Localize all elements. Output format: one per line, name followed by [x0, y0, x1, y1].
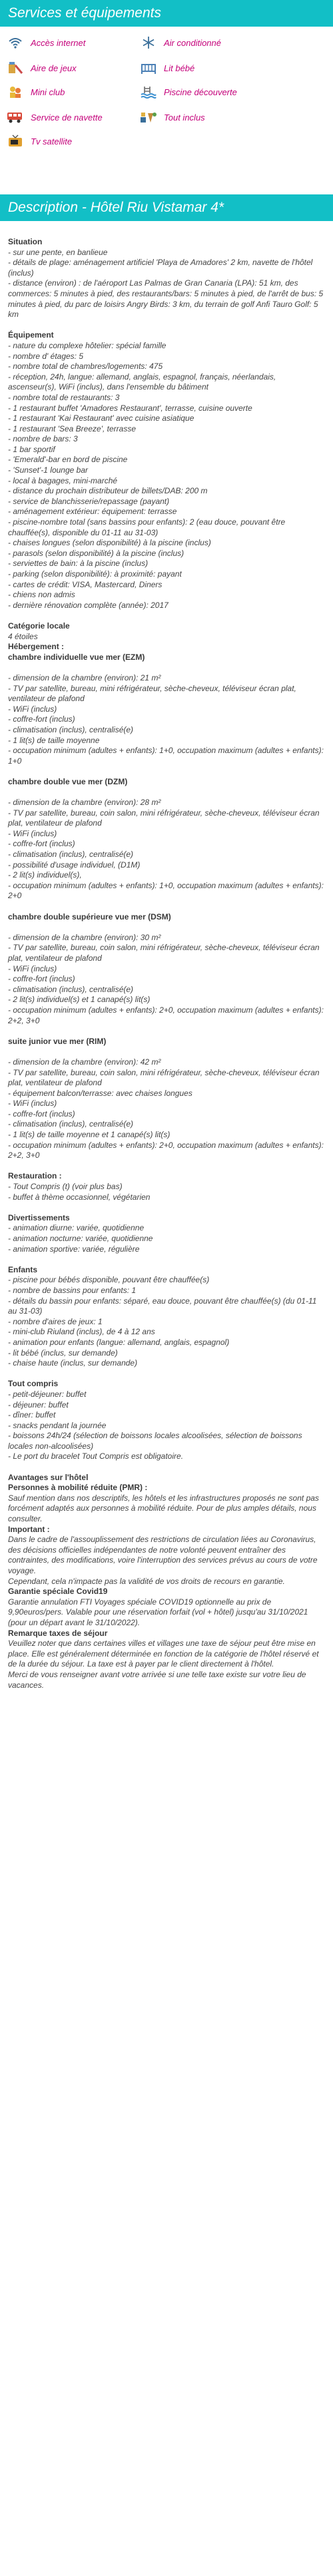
description-line: Dans le cadre de l'assouplissement des restrictions de circulation liées au Coronavirus, des décisions officielles indépendantes de notre volonté peuvent entraîner des contraintes, des modifications, voire l'interruption des services prévus au cours de votre voyage.	[8, 1535, 320, 1575]
description-line: - lit bébé (inclus, sur demande)	[8, 1348, 118, 1358]
description-line: - parasols (selon disponibilité) à la piscine (inclus)	[8, 548, 184, 558]
description-heading-line	[8, 1525, 325, 1535]
description-line: - snacks pendant la journée	[8, 1420, 107, 1430]
description-line: Merci de vous renseigner avant votre arrivée si une telle taxe existe sur votre lieu de vacances.	[8, 1669, 308, 1690]
description-line: Cependant, cela n'impacte pas la validité de vos droits de recours en garantie.	[8, 1576, 285, 1586]
description-heading: Avantages sur l'hôtel	[8, 1472, 89, 1482]
description-line: - TV par satellite, bureau, coin salon, mini réfrigérateur, sèche-cheveux, téléviseur écran plat, ventilateur de plafond	[8, 943, 322, 963]
description-heading-line	[8, 237, 325, 248]
paragraph-gap	[8, 1026, 325, 1037]
description-heading: Situation	[8, 237, 43, 246]
description-line: - climatisation (inclus), centralisé(e)	[8, 1119, 134, 1129]
description-line: - déjeuner: buffet	[8, 1400, 69, 1410]
description-line: - nombre d' étages: 5	[8, 351, 84, 361]
description-line: - WiFi (inclus)	[8, 704, 57, 714]
service-item-all-inclusive: Tout inclus	[140, 109, 205, 125]
description-line: - réception, 24h, langue: allemand, anglais, espagnol, français, néerlandais, ascenseur(s), WiFi (inclus), dans l'ensemble du bâtiment	[8, 372, 278, 392]
paragraph-gap	[8, 1254, 325, 1265]
description-line: - coffre-fort (inclus)	[8, 1109, 75, 1119]
paragraph-gap	[8, 1202, 325, 1213]
description-line: - WiFi (inclus)	[8, 828, 57, 838]
description-line: - Le port du bracelet Tout Compris est obligatoire.	[8, 1451, 184, 1461]
description-line: - coffre-fort (inclus)	[8, 839, 75, 849]
description-line: - 1 restaurant buffet 'Amadores Restaurant', terrasse, cuisine ouverte	[8, 403, 252, 413]
description-header	[0, 194, 333, 221]
description-line: - 'Sunset'-1 lounge bar	[8, 465, 88, 475]
description-line: - animation diurne: variée, quotidienne	[8, 1223, 145, 1233]
paragraph-gap	[8, 1462, 325, 1473]
description-heading-line	[8, 1171, 325, 1182]
description-line: - service de blanchisserie/repassage (payant)	[8, 496, 170, 506]
wifi-icon	[7, 35, 24, 50]
description-heading: Équipement	[8, 330, 54, 340]
description-line: - buffet à thème occasionnel, végétarien	[8, 1192, 151, 1202]
description-line: - animation sportive: variée, régulière	[8, 1244, 140, 1254]
description-heading: Tout compris	[8, 1379, 59, 1389]
description-line: - occupation minimum (adultes + enfants): 1+0, occupation maximum (adultes + enfants): 1+0	[8, 746, 326, 766]
description-heading-line	[8, 777, 325, 788]
description-line: - TV par satellite, bureau, mini réfrigérateur, sèche-cheveux, téléviseur écran plat, ventilateur de plafond	[8, 683, 299, 704]
service-item-tv: Tv satellite	[7, 133, 72, 149]
service-item-playground: Aire de jeux	[7, 60, 77, 76]
description-line: - petit-déjeuner: buffet	[8, 1389, 87, 1399]
description-line: - 1 restaurant 'Sea Breeze', terrasse	[8, 423, 137, 433]
description-heading: Important :	[8, 1524, 50, 1534]
description-line: - TV par satellite, bureau, coin salon, mini réfrigérateur, sèche-cheveux, téléviseur écran plat, ventilateur de plafond	[8, 808, 322, 828]
service-item-miniclub: Mini club	[7, 84, 65, 100]
description-line: - dimension de la chambre (environ): 21 m²	[8, 672, 161, 682]
paragraph-gap	[8, 1369, 325, 1380]
description-line: - nombre d'aires de jeux: 1	[8, 1316, 103, 1326]
description-line: Garantie annulation FTI Voyages spéciale COVID19 optionnelle au prix de 9,90euros/pers. Valable pour une réservation forfait (vol + hôtel) jusqu'au 31/10/2021 (pour un départ avant le 31/10/2022).	[8, 1597, 310, 1627]
description-heading: Divertissements	[8, 1212, 70, 1222]
description-line: - 2 lit(s) individuel(s) et 1 canapé(s) lit(s)	[8, 995, 151, 1005]
description-line: - serviettes de bain: à la piscine (inclus)	[8, 559, 149, 569]
paragraph-gap	[8, 320, 325, 331]
description-heading: chambre double supérieure vue mer (DSM)	[8, 911, 171, 921]
paragraph-gap	[8, 902, 325, 912]
description-heading-line	[8, 1629, 325, 1639]
description-heading: Remarque taxes de séjour	[8, 1628, 108, 1638]
description-heading-line	[8, 1265, 325, 1276]
description-heading: Enfants	[8, 1264, 38, 1274]
description-line: - WiFi (inclus)	[8, 1099, 57, 1109]
paragraph-gap	[8, 787, 325, 798]
description-line: - dernière rénovation complète (année): 2017	[8, 600, 168, 610]
description-line: - dimension de la chambre (environ): 28 m²	[8, 798, 161, 808]
description-line: - distance du prochain distributeur de billets/DAB: 200 m	[8, 486, 208, 496]
service-item-internet: Accès internet	[7, 35, 85, 51]
description-heading: Personnes à mobilité réduite (PMR) :	[8, 1483, 148, 1493]
crib-icon	[140, 61, 157, 75]
description-line: - dimension de la chambre (environ): 42 m²	[8, 1057, 161, 1067]
description-heading: Hébergement :	[8, 642, 65, 652]
playground-icon	[7, 61, 24, 75]
description-line: - sur une pente, en banlieue	[8, 247, 108, 257]
description-line: - piscine pour bébés disponible, pouvant être chauffée(s)	[8, 1275, 210, 1285]
description-heading-line	[8, 652, 325, 663]
kids-club-icon	[7, 85, 24, 99]
description-line: - animation pour enfants (langue: allemand, anglais, espagnol)	[8, 1337, 230, 1347]
description-line: - chaises longues (selon disponibilité) à la piscine (inclus)	[8, 538, 211, 548]
description-line: - nombre total de restaurants: 3	[8, 392, 120, 402]
description-heading-line	[8, 912, 325, 923]
description-line: - 1 restaurant 'Kai Restaurant' avec cuisine asiatique	[8, 413, 194, 423]
paragraph-gap	[8, 662, 325, 673]
description-line: - nombre total de chambres/logements: 475	[8, 362, 163, 372]
description-line: - chiens non admis	[8, 590, 75, 600]
description-line: 4 étoiles	[8, 631, 38, 641]
description-line: - dîner: buffet	[8, 1410, 56, 1420]
services-title: Services et équipements	[8, 5, 161, 21]
description-heading: Catégorie locale	[8, 621, 70, 631]
services-grid	[0, 27, 333, 194]
description-line: - détails de plage: aménagement artificiel 'Playa de Amadores' 2 km, navette de l'hôtel (inclus)	[8, 258, 315, 278]
service-item-shuttle: Service de navette	[7, 109, 103, 125]
description-line: - équipement balcon/terrasse: avec chaises longues	[8, 1088, 192, 1098]
description-heading-line	[8, 621, 325, 632]
services-header	[0, 0, 333, 27]
description-heading: chambre double vue mer (DZM)	[8, 776, 128, 786]
description-line: - cartes de crédit: VISA, Mastercard, Diners	[8, 579, 163, 589]
description-line: - Tout Compris (t) (voir plus bas)	[8, 1182, 123, 1192]
description-line: - dimension de la chambre (environ): 30 m²	[8, 932, 161, 942]
description-line: - occupation minimum (adultes + enfants): 2+0, occupation maximum (adultes + enfants): 2+2, 3+0	[8, 1140, 326, 1160]
description-line: - aménagement extérieur: équipement: terrasse	[8, 507, 177, 517]
description-line: - 1 lit(s) de taille moyenne et 1 canapé(s) lit(s)	[8, 1130, 170, 1140]
description-line: - possibilité d'usage individuel, (D1M)	[8, 860, 141, 870]
description-heading-line	[8, 1483, 325, 1493]
description-line: - WiFi (inclus)	[8, 963, 57, 973]
description-line: - nombre de bassins pour enfants: 1	[8, 1285, 137, 1295]
description-heading: Restauration :	[8, 1171, 62, 1181]
service-item-pool: Piscine découverte	[140, 84, 237, 100]
service-item-crib: Lit bébé	[140, 60, 194, 76]
description-line: Sauf mention dans nos descriptifs, les hôtels et les infrastructures proposés ne sont pas forcément adaptés aux personnes à mobilité réduite. Pour de plus amples détails, nous consulter.	[8, 1493, 322, 1524]
snowflake-icon	[140, 35, 157, 50]
paragraph-gap	[8, 611, 325, 621]
description-heading-line	[8, 1587, 325, 1597]
paragraph-gap	[8, 922, 325, 933]
paragraph-gap	[8, 1161, 325, 1172]
description-line: - chaise haute (inclus, sur demande)	[8, 1358, 138, 1368]
description-heading: suite junior vue mer (RIM)	[8, 1036, 107, 1046]
description-line: - occupation minimum (adultes + enfants): 1+0, occupation maximum (adultes + enfants): 2+0	[8, 880, 326, 901]
description-line: - boissons 24h/24 (sélection de boissons locales alcoolisées, sélection de boissons locales non-alcoolisées)	[8, 1431, 304, 1451]
description-line: - coffre-fort (inclus)	[8, 714, 75, 724]
description-heading-line	[8, 330, 325, 341]
description-line: - détails du bassin pour enfants: séparé, eau douce, pouvant être chauffée(s) (du 01-11 au 31-03)	[8, 1296, 319, 1316]
description-line: Veuillez noter que dans certaines villes et villages une taxe de séjour peut être mise en place. Elle est généralement déterminée en fonction de la catégorie de l'hôtel réservé et de la durée du séjour. La taxe est à payer par le client directement à l'hôtel.	[8, 1639, 321, 1669]
description-title: Description - Hôtel Riu Vistamar 4*	[8, 200, 224, 215]
description-line: - climatisation (inclus), centralisé(e)	[8, 724, 134, 734]
description-line: - parking (selon disponibilité): à proximité: payant	[8, 569, 182, 579]
description-body	[0, 221, 333, 1690]
description-line: - 2 lit(s) individuel(s),	[8, 870, 82, 880]
description-heading-line	[8, 1037, 325, 1047]
description-line: - 'Emerald'-bar en bord de piscine	[8, 455, 128, 465]
description-heading-line	[8, 1213, 325, 1224]
description-line: - 1 bar sportif	[8, 444, 55, 454]
description-heading: Garantie spéciale Covid19	[8, 1587, 108, 1597]
description-line: - local à bagages, mini-marché	[8, 475, 118, 485]
paragraph-gap	[8, 766, 325, 777]
description-line: - coffre-fort (inclus)	[8, 974, 75, 984]
description-line: - nature du complexe hôtelier: spécial famille	[8, 340, 166, 350]
description-heading-line	[8, 1379, 325, 1390]
description-line: - piscine-nombre total (sans bassins pour enfants): 2 (eau douce, pouvant être chauffée(s), disponible du 01-11 au 31-03)	[8, 517, 288, 537]
paragraph-gap	[8, 1047, 325, 1057]
description-line: - distance (environ) : de l'aéroport Las Palmas de Gran Canaria (LPA): 51 km, des commerces: 5 minutes à pied, des restaurants/bars: 5 minutes à pied, de l'arrêt de bus: 5 minutes à pied, du parc de loisirs Angry Birds: 3 km, du terrain de golf Anfi Tauro Golf: 5 km	[8, 278, 326, 320]
description-line: - 1 lit(s) de taille moyenne	[8, 735, 100, 745]
pool-icon	[140, 85, 157, 99]
description-line: - nombre de bars: 3	[8, 434, 78, 444]
tv-icon	[7, 134, 24, 148]
service-item-aircon: Air conditionné	[140, 35, 221, 51]
description-line: - animation nocturne: variée, quotidienne	[8, 1234, 153, 1243]
description-heading: chambre individuelle vue mer (EZM)	[8, 652, 145, 662]
description-line: - TV par satellite, bureau, coin salon, mini réfrigérateur, sèche-cheveux, téléviseur écran plat, ventilateur de plafond	[8, 1067, 322, 1088]
all-inclusive-icon	[140, 110, 157, 125]
description-line: - climatisation (inclus), centralisé(e)	[8, 850, 134, 860]
description-heading-line	[8, 642, 325, 652]
description-heading-line	[8, 1473, 325, 1483]
description-line: - occupation minimum (adultes + enfants): 2+0, occupation maximum (adultes + enfants): 2+2, 3+0	[8, 1005, 326, 1025]
description-line: - mini-club Riuland (inclus), de 4 à 12 ans	[8, 1327, 155, 1337]
shuttle-icon	[7, 110, 24, 125]
description-line: - climatisation (inclus), centralisé(e)	[8, 984, 134, 994]
